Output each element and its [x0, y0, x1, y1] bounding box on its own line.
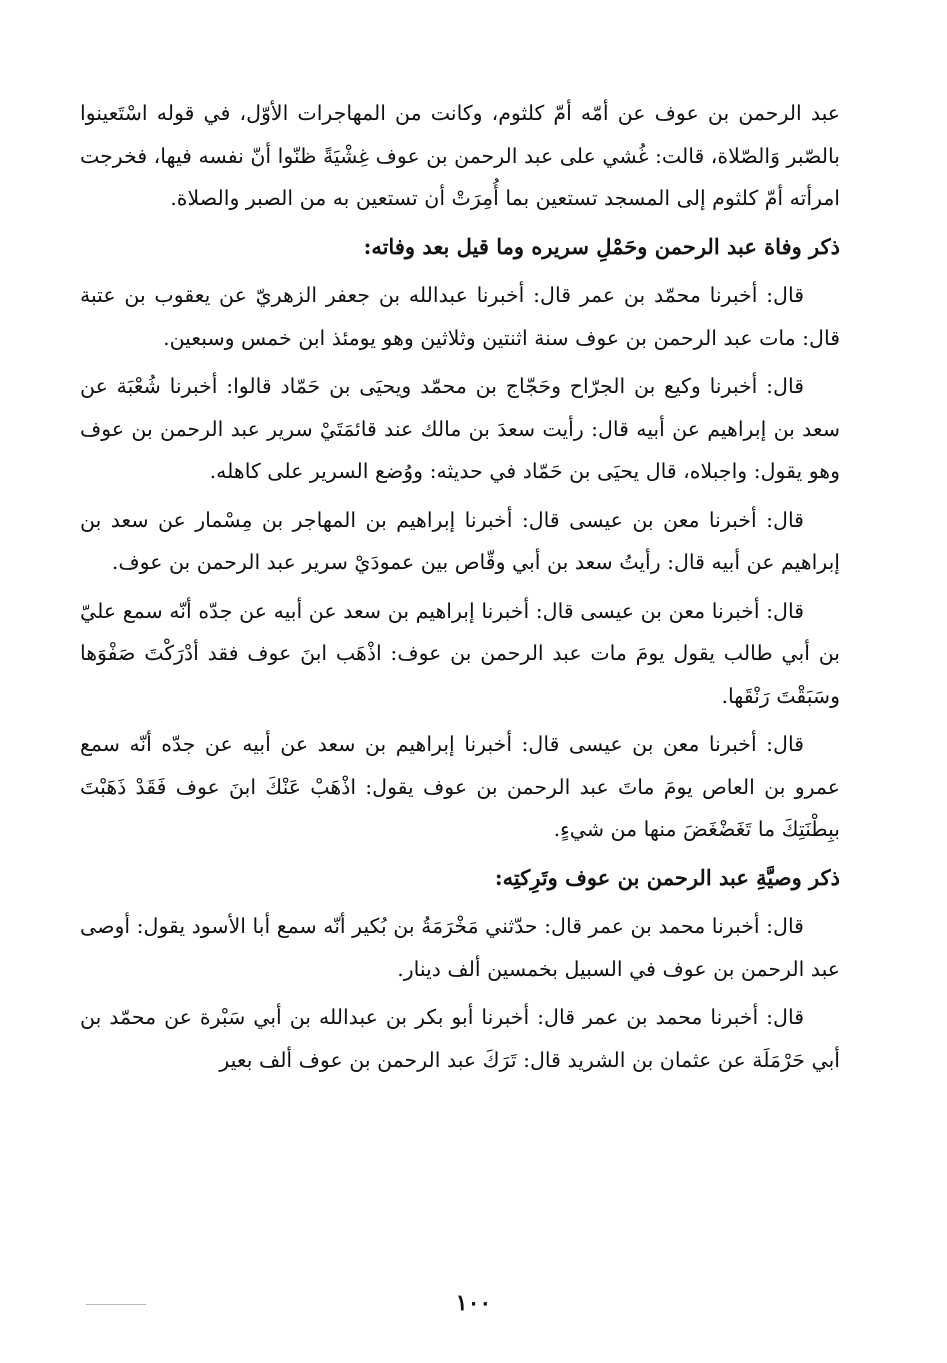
paragraph: قال: أخبرنا محمّد بن عمر قال: أخبرنا عبدالله بن جعفر الزهريّ عن يعقوب بن عتبة قال: مات عبد الرحمن بن عوف سنة اثنتين وثلاثين وهو يومئذ ابن خمس وسبعين.	[80, 283, 840, 350]
paragraph: قال: أخبرنا معن بن عيسى قال: أخبرنا إبراهيم بن المهاجر بن مِسْمار عن سعد بن إبراهيم عن أبيه قال: رأيتُ سعد بن أبي وقّاص بين عمودَيْ سرير عبد الرحمن بن عوف.	[80, 507, 840, 574]
section-heading-will: ذكر وصيَّةِ عبد الرحمن بن عوف وتَرِكتِه:	[494, 864, 840, 890]
paragraph: قال: أخبرنا معن بن عيسى قال: أخبرنا إبراهيم بن سعد عن أبيه عن جدّه أنّه سمع عليّ بن أبي طالب يقول يومَ مات عبد الرحمن بن عوف: اذْهَب ابنَ عوف فقد أدْرَكْتَ صَفْوَها وسَبَقْتَ رَنْقَها.	[80, 598, 840, 708]
page-number: ١٠٠	[455, 1290, 492, 1316]
paragraph: قال: أخبرنا وكيع بن الجرّاح وحَجّاج بن محمّد ويحيَى بن حَمّاد قالوا: أخبرنا شُعْبَة عن سعد بن إبراهيم عن أبيه قال: رأيت سعدَ بن مالك عند قائمَتَيْ سرير عبد الرحمن بن عوف وهو يقول: واجبلاه، قال يحيَى بن حَمّاد في حديثه: ووُضع السرير على كاهله.	[80, 374, 840, 483]
paragraph: قال: أخبرنا معن بن عيسى قال: أخبرنا إبراهيم بن سعد عن أبيه عن جدّه أنّه سمع عمرو بن العاص يومَ ماتَ عبد الرحمن بن عوف يقول: اذْهَبْ عَنْكَ ابنَ عوف فَقَدْ ذَهَبْتَ ببِطْنَتِكَ ما تَغَضْغَضَ منها من شيءٍ.	[80, 732, 840, 841]
section-heading-death: ذكر وفاة عبد الرحمن وحَمْلِ سريره وما قيل بعد وفاته:	[363, 233, 840, 259]
paragraph-continuation: عبد الرحمن بن عوف عن أمّه أمّ كلثوم، وكانت من المهاجرات الأوّل، في قوله اسْتَعينوا بالصّبر وَالصّلاة، قالت: غُشي على عبد الرحمن بن عوف غِشْيَةً ظنّوا أنّ نفسه فيها، فخرجت امرأته أمّ كلثوم إلى المسجد تستعين بما أُمِرَتْ أن تستعين به من الصبر والصلاة.	[80, 101, 840, 210]
page-body	[80, 92, 840, 1081]
paragraph: قال: أخبرنا محمد بن عمر قال: أخبرنا أبو بكر بن عبدالله بن أبي سَبْرة عن محمّد بن أبي حَرْمَلَة عن عثمان بن الشريد قال: تَرَكَ عبد الرحمن بن عوف ألف بعير	[80, 1005, 840, 1072]
footer-rule	[86, 1304, 146, 1305]
paragraph: قال: أخبرنا محمد بن عمر قال: حدّثني مَخْرَمَةُ بن بُكير أنّه سمع أبا الأسود يقول: أوصى عبد الرحمن بن عوف في السبيل بخمسين ألف دينار.	[80, 914, 840, 981]
